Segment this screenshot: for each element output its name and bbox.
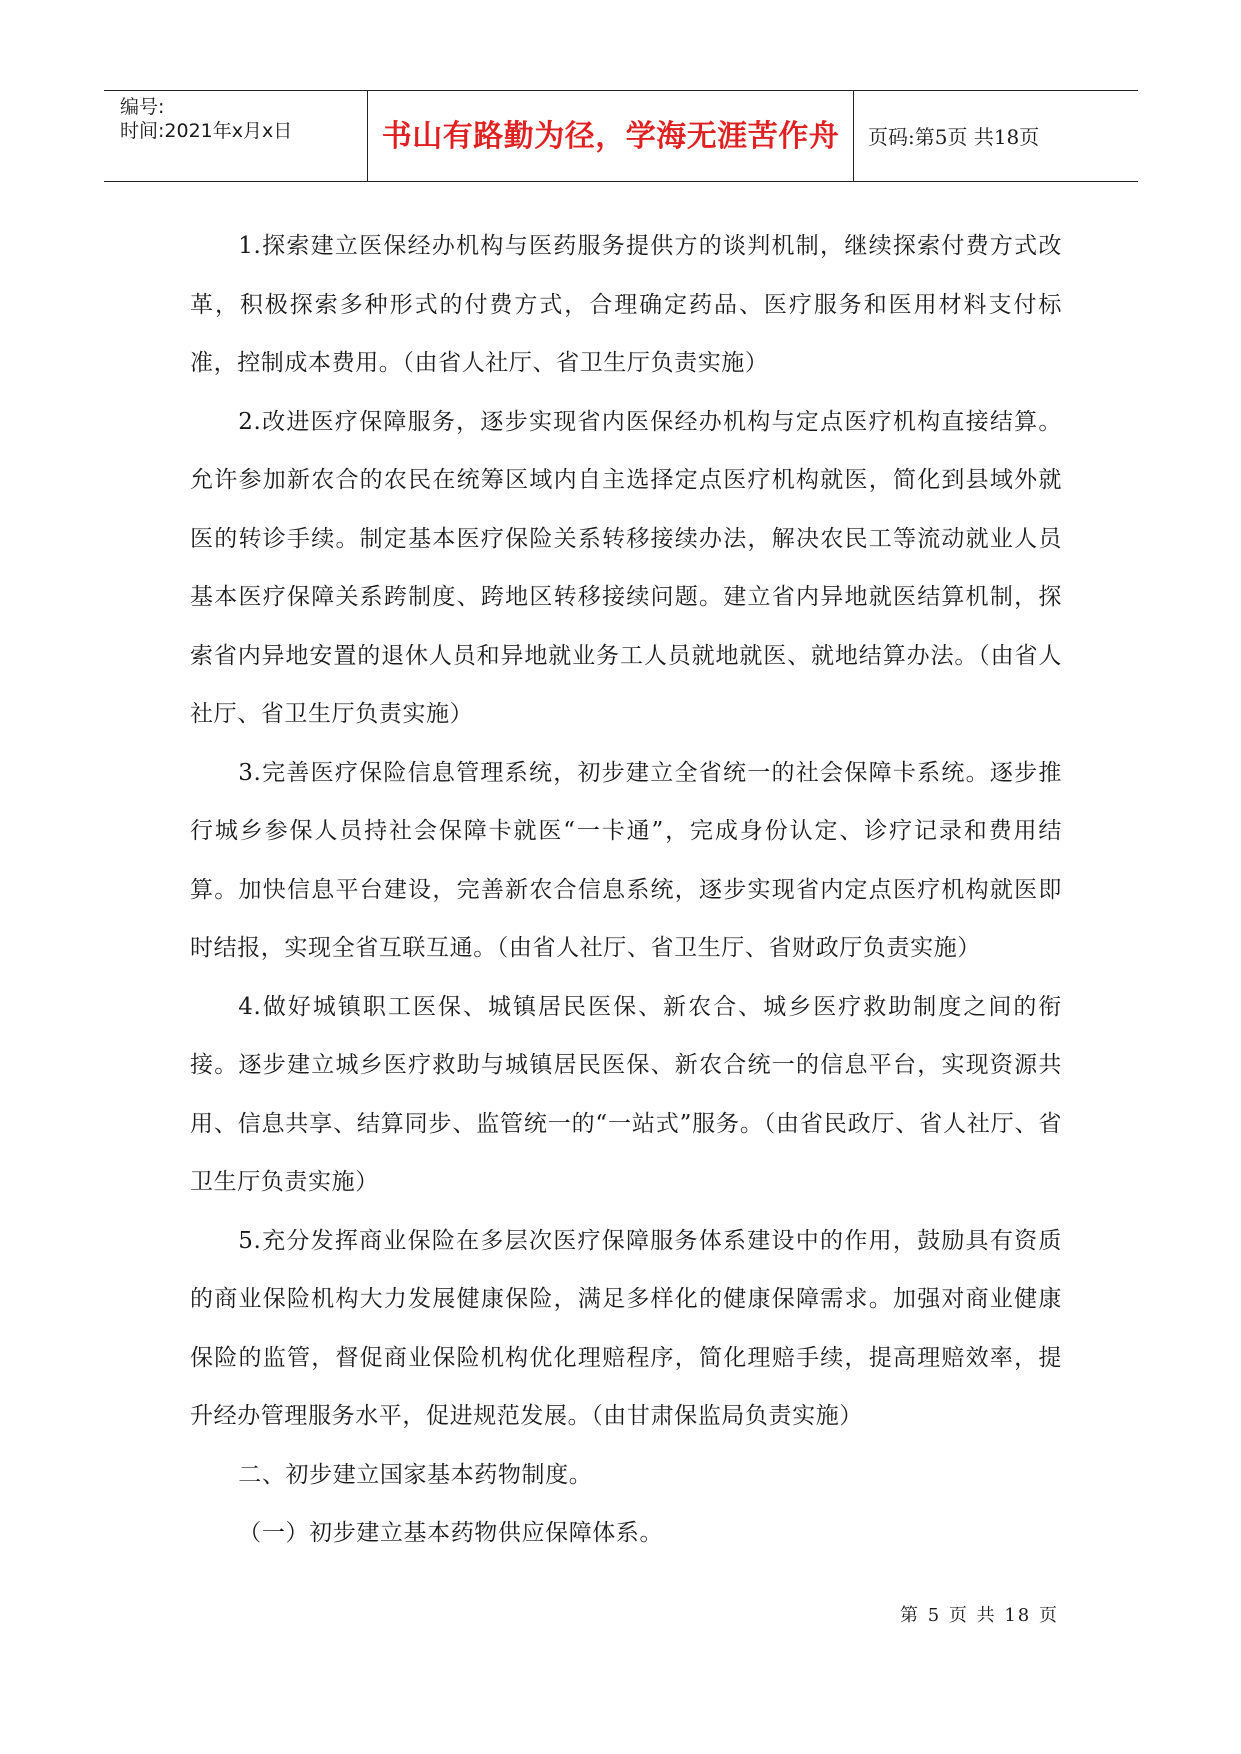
paragraph-2: 2.改进医疗保障服务，逐步实现省内医保经办机构与定点医疗机构直接结算。允许参加新农合的农民在统筹区域内自主选择定点医疗机构就医，简化到县域外就医的转诊手续。制定基本医疗保险关系转移接续办法，解决农民工等流动就业人员基本医疗保障关系跨制度、跨地区转移接续问题。建立省内异地就医结算机制，探索省内异地安置的退休人员和异地就业务工人员就地就医、就地结算办法。（由省人社厅、省卫生厅负责实施） bbox=[190, 408, 1062, 727]
subsection-heading: （一）初步建立基本药物供应保障体系。 bbox=[238, 1520, 664, 1546]
header-motto-cell bbox=[368, 91, 854, 181]
document-number-label: 编号: bbox=[120, 96, 165, 118]
document-time-label: 时间:2021年x月x日 bbox=[120, 120, 293, 142]
paragraph-1: 1.探索建立医保经办机构与医药服务提供方的谈判机制，继续探索付费方式改革，积极探索多种形式的付费方式，合理确定药品、医疗服务和医用材料支付标准，控制成本费用。（由省人社厅、省卫生厅负责实施） bbox=[190, 233, 1062, 376]
header-page-cell bbox=[854, 91, 1138, 181]
header-meta-cell bbox=[104, 91, 368, 181]
document-header bbox=[104, 90, 1138, 182]
document-body bbox=[190, 217, 1062, 1563]
paragraph-5: 5.充分发挥商业保险在多层次医疗保障服务体系建设中的作用，鼓励具有资质的商业保险机构大力发展健康保险，满足多样化的健康保障需求。加强对商业健康保险的监管，督促商业保险机构优化理赔程序，简化理赔手续，提高理赔效率，提升经办管理服务水平，促进规范发展。（由甘肃保监局负责实施） bbox=[190, 1227, 1062, 1429]
header-motto: 书山有路勤为径，学海无涯苦作舟 bbox=[381, 119, 840, 154]
page-footer: 第 5 页 共 18 页 bbox=[900, 1605, 1059, 1626]
header-page-info: 页码:第5页 共18页 bbox=[868, 125, 1040, 149]
paragraph-4: 4.做好城镇职工医保、城镇居民医保、新农合、城乡医疗救助制度之间的衔接。逐步建立城乡医疗救助与城镇居民医保、新农合统一的信息平台，实现资源共用、信息共享、结算同步、监管统一的“一站式”服务。（由省民政厅、省人社厅、省卫生厅负责实施） bbox=[190, 993, 1062, 1195]
paragraph-3: 3.完善医疗保险信息管理系统，初步建立全省统一的社会保障卡系统。逐步推行城乡参保人员持社会保障卡就医“一卡通”，完成身份认定、诊疗记录和费用结算。加快信息平台建设，完善新农合信息系统，逐步实现省内定点医疗机构就医即时结报，实现全省互联互通。（由省人社厅、省卫生厅、省财政厅负责实施） bbox=[190, 759, 1062, 961]
section-heading: 二、初步建立国家基本药物制度。 bbox=[238, 1461, 593, 1488]
